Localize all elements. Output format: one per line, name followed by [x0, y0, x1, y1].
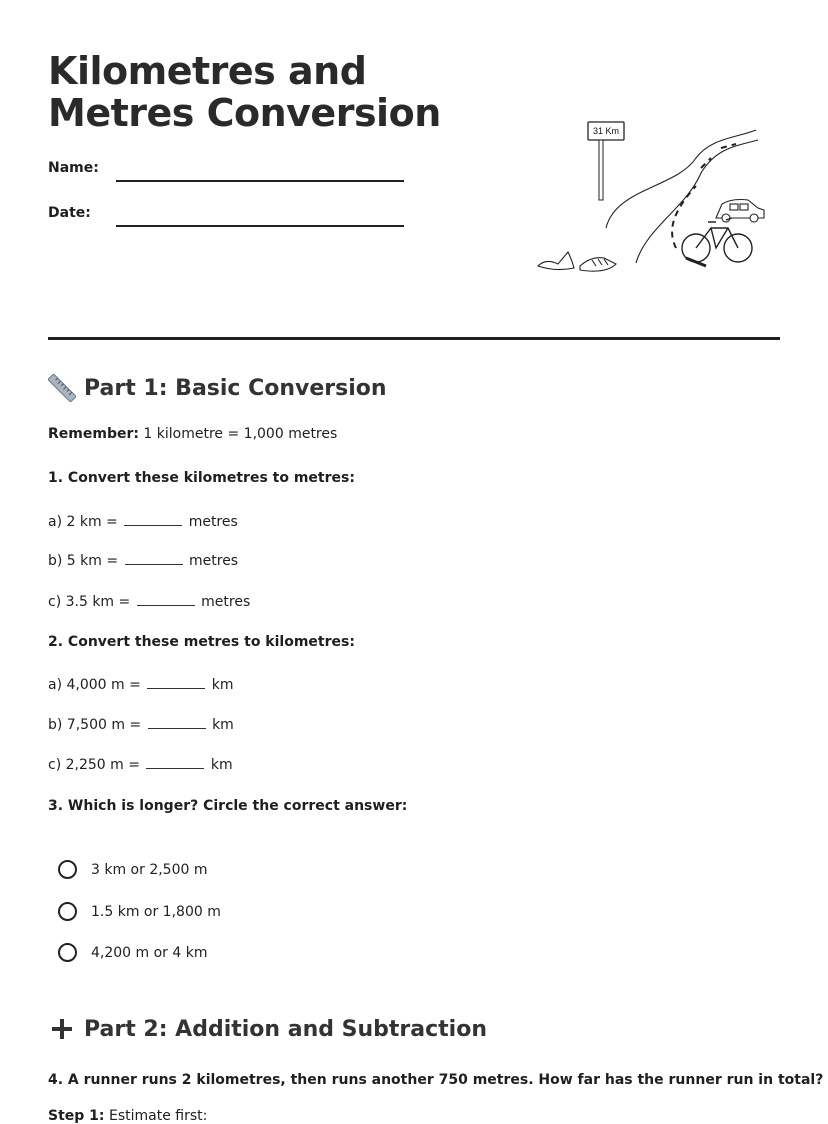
q2-item-c-unit: km — [210, 757, 233, 773]
q1-item-a-left: a) 2 km = — [48, 514, 118, 530]
q3-option-2-label: 1.5 km or 1,800 m — [91, 903, 221, 920]
car-icon — [716, 200, 764, 223]
q1-item-a — [48, 511, 238, 530]
q3-option-1[interactable] — [58, 860, 208, 879]
q2-item-b-blank[interactable] — [148, 714, 206, 729]
q2-item-c-blank[interactable] — [146, 754, 204, 769]
worksheet-page — [48, 0, 824, 1124]
q2-item-b-unit: km — [212, 717, 234, 733]
question-2: 2. Convert these metres to kilometres: — [48, 634, 355, 650]
q2-item-c-left: c) 2,250 m = — [48, 757, 140, 773]
sign-post-icon — [588, 122, 624, 200]
q1-item-c-blank[interactable] — [137, 591, 195, 606]
q1-item-c — [48, 591, 250, 610]
q1-item-c-unit: metres — [201, 594, 251, 610]
date-line — [116, 225, 404, 227]
q3-option-3-label: 4,200 m or 4 km — [91, 944, 208, 961]
part1-heading-text: Part 1: Basic Conversion — [84, 375, 387, 401]
radio-circle-icon[interactable] — [58, 902, 77, 921]
shoes-icon — [538, 252, 616, 271]
plus-icon — [48, 1015, 76, 1043]
part2-heading — [48, 1015, 487, 1043]
remember-label: Remember: — [48, 426, 139, 442]
q2-item-a-blank[interactable] — [147, 674, 205, 689]
q1-item-b-left: b) 5 km = — [48, 553, 119, 569]
q2-item-b-left: b) 7,500 m = — [48, 717, 142, 733]
q1-item-b-unit: metres — [189, 553, 239, 569]
radio-circle-icon[interactable] — [58, 860, 77, 879]
part1-heading — [48, 374, 387, 402]
sign-text: 31 Km — [592, 126, 620, 136]
name-line — [116, 180, 404, 182]
q2-item-c — [48, 754, 233, 773]
q3-option-1-label: 3 km or 2,500 m — [91, 861, 208, 878]
question-4: 4. A runner runs 2 kilometres, then runs another 750 metres. How far has the runner run in total? — [48, 1072, 824, 1088]
travel-illustration — [536, 118, 766, 278]
q1-item-c-left: c) 3.5 km = — [48, 594, 131, 610]
step-1-line — [48, 1108, 207, 1124]
question-1: 1. Convert these kilometres to metres: — [48, 470, 355, 486]
q2-item-a-left: a) 4,000 m = — [48, 677, 141, 693]
q2-item-a — [48, 674, 234, 693]
q1-item-b — [48, 550, 238, 569]
q1-item-a-blank[interactable] — [124, 511, 182, 526]
date-label: Date: — [48, 205, 91, 221]
question-3: 3. Which is longer? Circle the correct answer: — [48, 798, 408, 814]
step-1-text: Estimate first: — [108, 1108, 208, 1124]
page-title: Kilometres and Metres Conversion — [48, 49, 441, 135]
radio-circle-icon[interactable] — [58, 943, 77, 962]
q1-item-a-unit: metres — [188, 514, 238, 530]
ruler-icon — [48, 374, 76, 402]
name-label: Name: — [48, 160, 99, 176]
q2-item-a-unit: km — [211, 677, 234, 693]
q2-item-b — [48, 714, 234, 733]
bicycle-icon — [682, 218, 752, 262]
remember-text: 1 kilometre = 1,000 metres — [143, 426, 338, 442]
step-1-label: Step 1: — [48, 1108, 105, 1124]
remember-line — [48, 426, 337, 442]
part2-heading-text: Part 2: Addition and Subtraction — [84, 1016, 487, 1042]
q3-option-2[interactable] — [58, 902, 221, 921]
q1-item-b-blank[interactable] — [125, 550, 183, 565]
q3-option-3[interactable] — [58, 943, 208, 962]
section-divider — [48, 337, 780, 340]
